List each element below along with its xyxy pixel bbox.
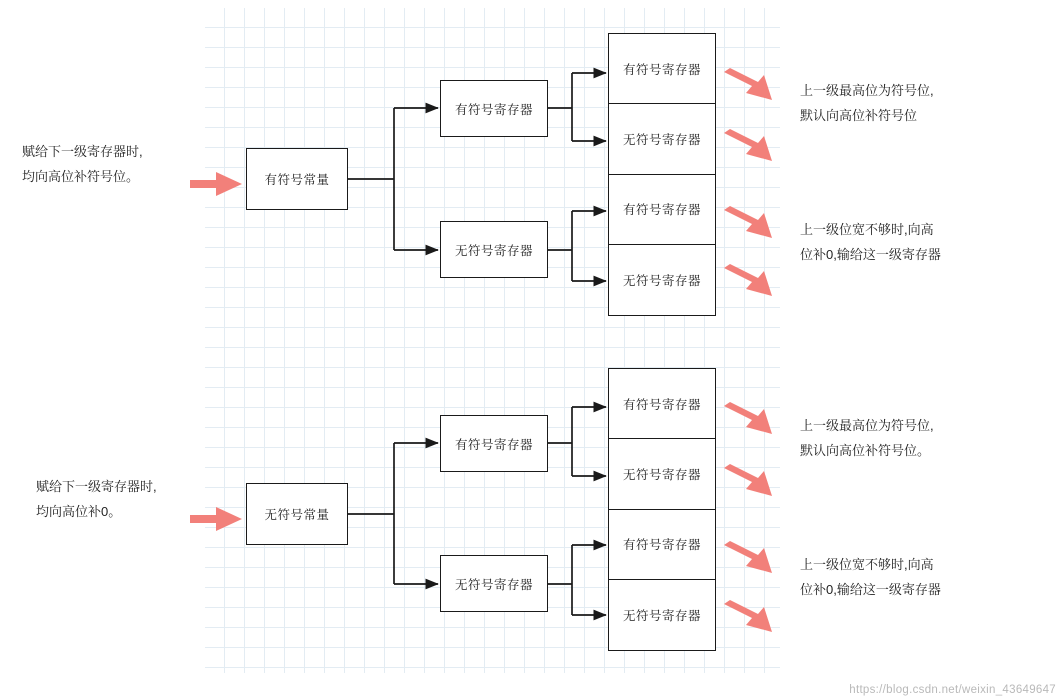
- leaf-cell[interactable]: [609, 245, 715, 315]
- node-label: 有符号寄存器: [622, 203, 701, 218]
- node-label: 有符号常量: [264, 173, 330, 187]
- watermark: https://blog.csdn.net/weixin_43649647: [849, 684, 1056, 696]
- note-line: 均向高位补符号位。: [22, 168, 140, 184]
- leaf-cell[interactable]: [609, 439, 715, 509]
- annotation-group1-bottom: [800, 218, 941, 267]
- leaf-cell[interactable]: [609, 580, 715, 650]
- node-label: 有符号寄存器: [454, 102, 533, 117]
- leaf-cell[interactable]: [609, 510, 715, 580]
- leaf-cell[interactable]: [609, 175, 715, 245]
- leaf-cell[interactable]: [609, 369, 715, 439]
- node-label: 无符号寄存器: [622, 132, 701, 147]
- node-signed-register-mid[interactable]: [440, 80, 548, 137]
- note-line: 位补0,输给这一级寄存器: [800, 581, 941, 597]
- note-line: 位补0,输给这一级寄存器: [800, 246, 941, 262]
- node-unsigned-register-mid-2[interactable]: [440, 555, 548, 612]
- annotation-group2-top: [800, 414, 934, 463]
- note-line: 上一级最高位为符号位,: [800, 83, 934, 98]
- node-signed-constant[interactable]: [246, 148, 348, 210]
- node-label: 无符号寄存器: [622, 467, 701, 482]
- note-line: 赋给下一级寄存器时,: [36, 479, 157, 494]
- node-label: 有符号寄存器: [622, 397, 701, 412]
- node-unsigned-constant[interactable]: [246, 483, 348, 545]
- note-line: 均向高位补0。: [36, 503, 122, 519]
- node-label: 有符号寄存器: [622, 62, 701, 77]
- note-line: 上一级位宽不够时,向高: [800, 557, 934, 572]
- note-line: 上一级最高位为符号位,: [800, 418, 934, 433]
- leaf-cell[interactable]: [609, 34, 715, 104]
- node-label: 无符号寄存器: [622, 273, 701, 288]
- note-line: 默认向高位补符号位: [800, 107, 918, 123]
- note-unsigned-constant: [36, 475, 157, 524]
- node-label: 无符号寄存器: [454, 577, 533, 592]
- note-line: 上一级位宽不够时,向高: [800, 222, 934, 237]
- node-label: 有符号寄存器: [454, 437, 533, 452]
- note-line: 赋给下一级寄存器时,: [22, 144, 143, 159]
- node-label: 无符号寄存器: [622, 608, 701, 623]
- annotation-group2-bottom: [800, 553, 941, 602]
- node-label: 无符号常量: [264, 508, 330, 522]
- note-signed-constant: [22, 140, 143, 189]
- node-signed-register-mid-2[interactable]: [440, 415, 548, 472]
- annotation-group1-top: [800, 79, 934, 128]
- node-label: 无符号寄存器: [454, 243, 533, 258]
- node-unsigned-register-mid[interactable]: [440, 221, 548, 278]
- leaf-stack-group2[interactable]: [608, 368, 716, 651]
- note-line: 默认向高位补符号位。: [800, 442, 931, 458]
- node-label: 有符号寄存器: [622, 538, 701, 553]
- leaf-cell[interactable]: [609, 104, 715, 174]
- leaf-stack-group1[interactable]: [608, 33, 716, 316]
